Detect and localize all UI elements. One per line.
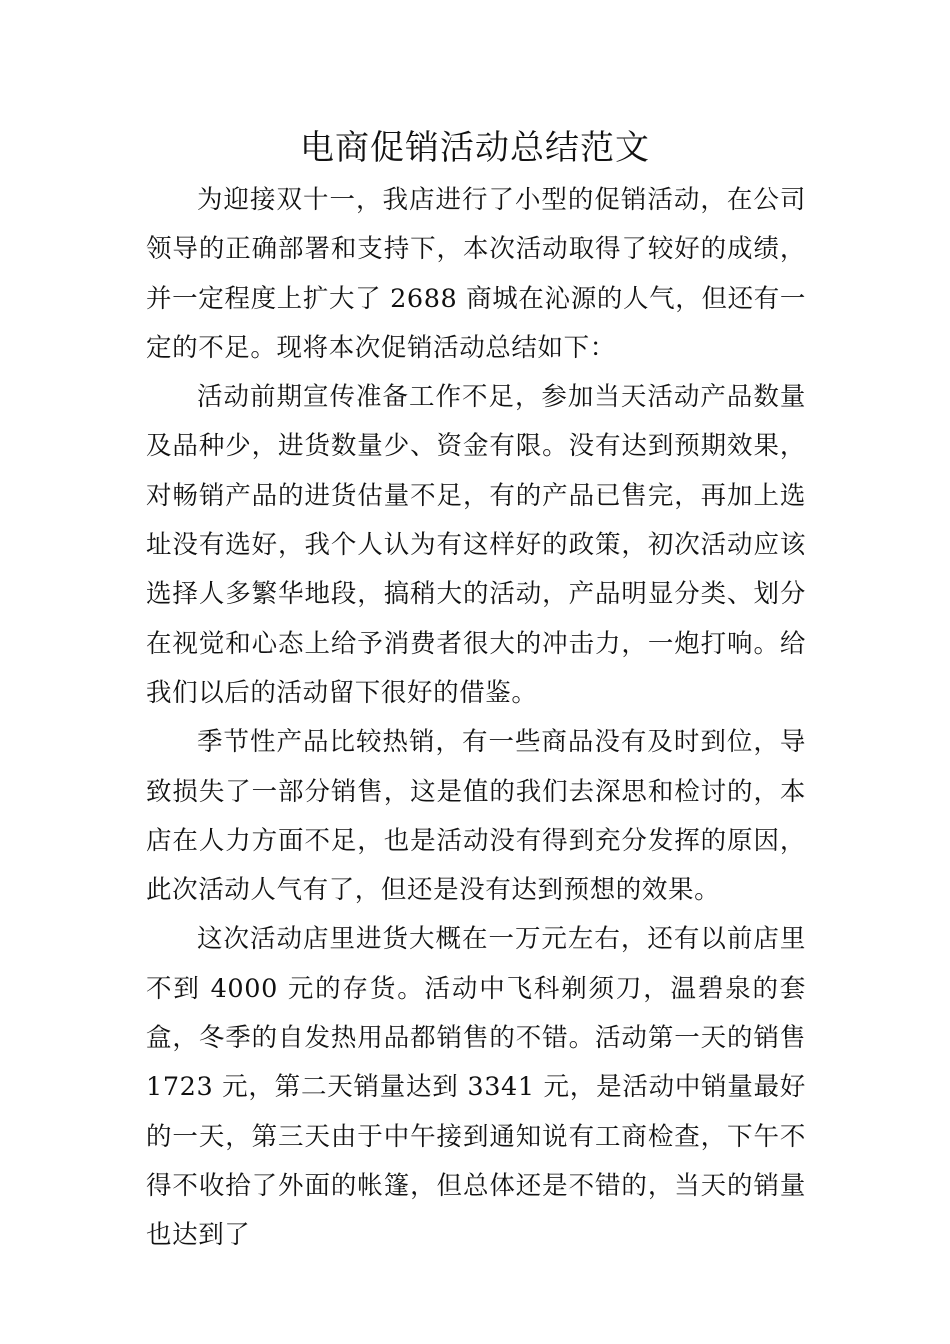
paragraph-seasonal: 季节性产品比较热销，有一些商品没有及时到位，导致损失了一部分销售，这是值的我们去深思和检讨的，本店在人力方面不足，也是活动没有得到充分发挥的原因，此次活动人气有了，但还是没有达到预想的效果。 [146,727,806,906]
paragraph-preparation: 活动前期宣传准备工作不足，参加当天活动产品数量及品种少，进货数量少、资金有限。没有达到预期效果，对畅销产品的进货估量不足，有的产品已售完，再加上选址没有选好，我个人认为有这样好的政策，初次活动应该选择人多繁华地段，搞稍大的活动，产品明显分类、划分在视觉和心态上给予消费者很大的冲击力，一炮打响。给我们以后的活动留下很好的借鉴。 [146,382,806,708]
document-title: 电商促销活动总结范文 [300,128,650,168]
paragraph-sales: 这次活动店里进货大概在一万元左右，还有以前店里不到 4000 元的存货。活动中飞科剃须刀，温碧泉的套盒，冬季的自发热用品都销售的不错。活动第一天的销售 1723 元，第二天销量达到 3341 元，是活动中销量最好的一天，第三天由于中午接到通知说有工商检查，下午不得不收拾了外面的帐篷，但总体还是不错的，当天的销量也达到了 [146,924,806,1251]
paragraph-intro: 为迎接双十一，我店进行了小型的促销活动，在公司领导的正确部署和支持下，本次活动取得了较好的成绩，并一定程度上扩大了 2688 商城在沁源的人气，但还有一定的不足。现将本次促销活动总结如下： [146,185,806,363]
document-body [146,176,806,1261]
